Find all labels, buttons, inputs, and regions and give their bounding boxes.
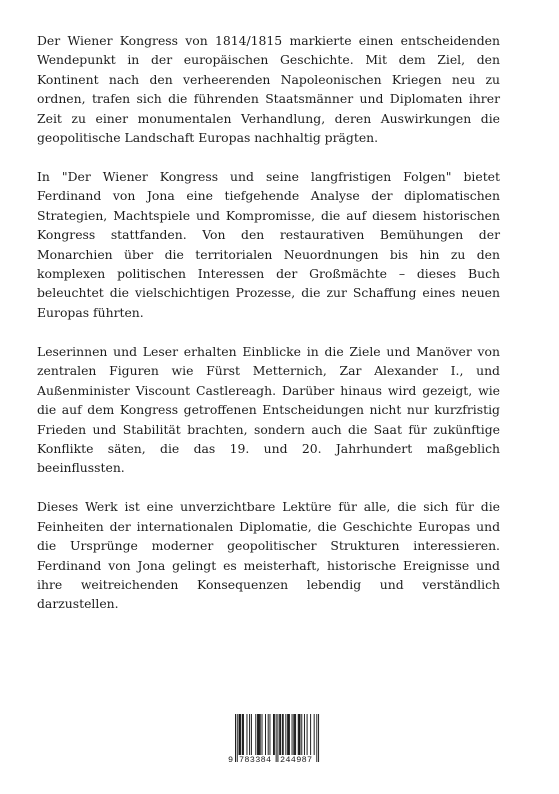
barcode-bar	[265, 714, 266, 755]
barcode-bar	[280, 714, 281, 755]
barcode-bar	[249, 714, 250, 755]
barcode-bar	[239, 714, 240, 755]
barcode-bar	[282, 714, 283, 755]
barcode-bar	[255, 714, 256, 755]
barcode-bar	[277, 714, 278, 762]
blurb-paragraph-1: Der Wiener Kongress von 1814/1815 markierte einen entscheidenden Wendepunkt in der europäischen Geschichte. Mit dem Ziel, den Kontinent nach den verheerenden Napoleonischen Kriegen neu zu ordnen, trafen sich die führenden Staatsmänner und Diplomaten ihrer Zeit zu einer monumentalen Verhandlung, deren Auswirkungen die geopolitische Landschaft Europas nachhaltig prägten.	[37, 33, 500, 146]
barcode-bar	[299, 714, 300, 755]
barcode-bar	[287, 714, 288, 755]
barcode-bar	[293, 714, 294, 755]
barcode-bar	[292, 714, 293, 755]
barcode-bar	[257, 714, 258, 755]
barcode-bar	[294, 714, 295, 755]
isbn-barcode	[229, 712, 321, 768]
barcode-bar	[262, 714, 263, 755]
barcode-bar	[273, 714, 274, 755]
barcode-bar	[301, 714, 302, 755]
barcode-digits-group-2: 244987	[280, 755, 313, 765]
blurb-text	[37, 31, 500, 633]
barcode-bar	[246, 714, 247, 755]
barcode-bar	[298, 714, 299, 755]
barcode-bar	[269, 714, 270, 755]
barcode-bar	[276, 714, 277, 762]
barcode-bar	[304, 714, 305, 755]
barcode-bar	[285, 714, 286, 755]
barcode-bar	[288, 714, 289, 755]
barcode-bar	[316, 714, 317, 762]
barcode-bar	[258, 714, 259, 755]
barcode-bar	[239, 714, 240, 755]
blurb-paragraph-3: Leserinnen und Leser erhalten Einblicke in die Ziele und Manöver von zentralen Figuren wie Fürst Metternich, Zar Alexander I., und Außenminister Viscount Castlereagh. Darüber hinaus wird gezeigt, wie die auf dem Kongress getroffenen Entscheidungen nicht nur kurzfristig Frieden und Stabilität brachten, sondern auch die Saat für zukünftige Konflikte säten, die das 19. und 20. Jahrhundert maßgeblich beeinflussten.	[37, 343, 500, 476]
barcode-bar	[260, 714, 261, 755]
barcode-bar	[259, 714, 260, 755]
barcode-bar	[237, 714, 238, 762]
barcode-bar	[243, 714, 244, 755]
barcode-bar	[300, 714, 301, 755]
barcode-bar	[295, 714, 296, 755]
barcode-bar	[314, 714, 315, 755]
barcode-bar	[268, 714, 269, 755]
barcode-bar	[279, 714, 280, 755]
barcode-bar	[307, 714, 308, 755]
blurb-paragraph-4: Dieses Werk ist eine unverzichtbare Lektüre für alle, die sich für die Feinheiten der internationalen Diplomatie, die Geschichte Europas und die Ursprünge moderner geopolitischer Strukturen interessieren. Ferdinand von Jona gelingt es meisterhaft, historische Ereignisse und ihre weitreichenden Konsequenzen lebendig und verständlich darzustellen.	[37, 499, 500, 612]
barcode-bar	[310, 714, 311, 755]
barcode-bar	[289, 714, 290, 755]
barcode-bar	[318, 714, 319, 762]
barcode-bar	[283, 714, 284, 755]
barcode-digit-first: 9	[228, 755, 234, 765]
blurb-paragraph-2: In "Der Wiener Kongress und seine langfristigen Folgen" bietet Ferdinand von Jona eine tiefgehende Analyse der diplomatischen Strategien, Machtspiele und Kompromisse, die auf diesem historischen Kongress stattfanden. Von den restaurativen Bemühungen der Monarchien über die territorialen Neuordnungen bis hin zu den komplexen politischen Interessen der Großmächte – dieses Buch beleuchtet die vielschichtigen Prozesse, die zur Schaffung eines neuen Europas führten.	[37, 169, 500, 320]
barcode-digits-group-1: 783384	[239, 755, 272, 765]
barcode-bar	[235, 714, 236, 762]
barcode-bar	[274, 714, 275, 755]
barcode-bar	[251, 714, 252, 755]
barcode-bar	[242, 714, 243, 755]
barcode-bar	[240, 714, 241, 755]
